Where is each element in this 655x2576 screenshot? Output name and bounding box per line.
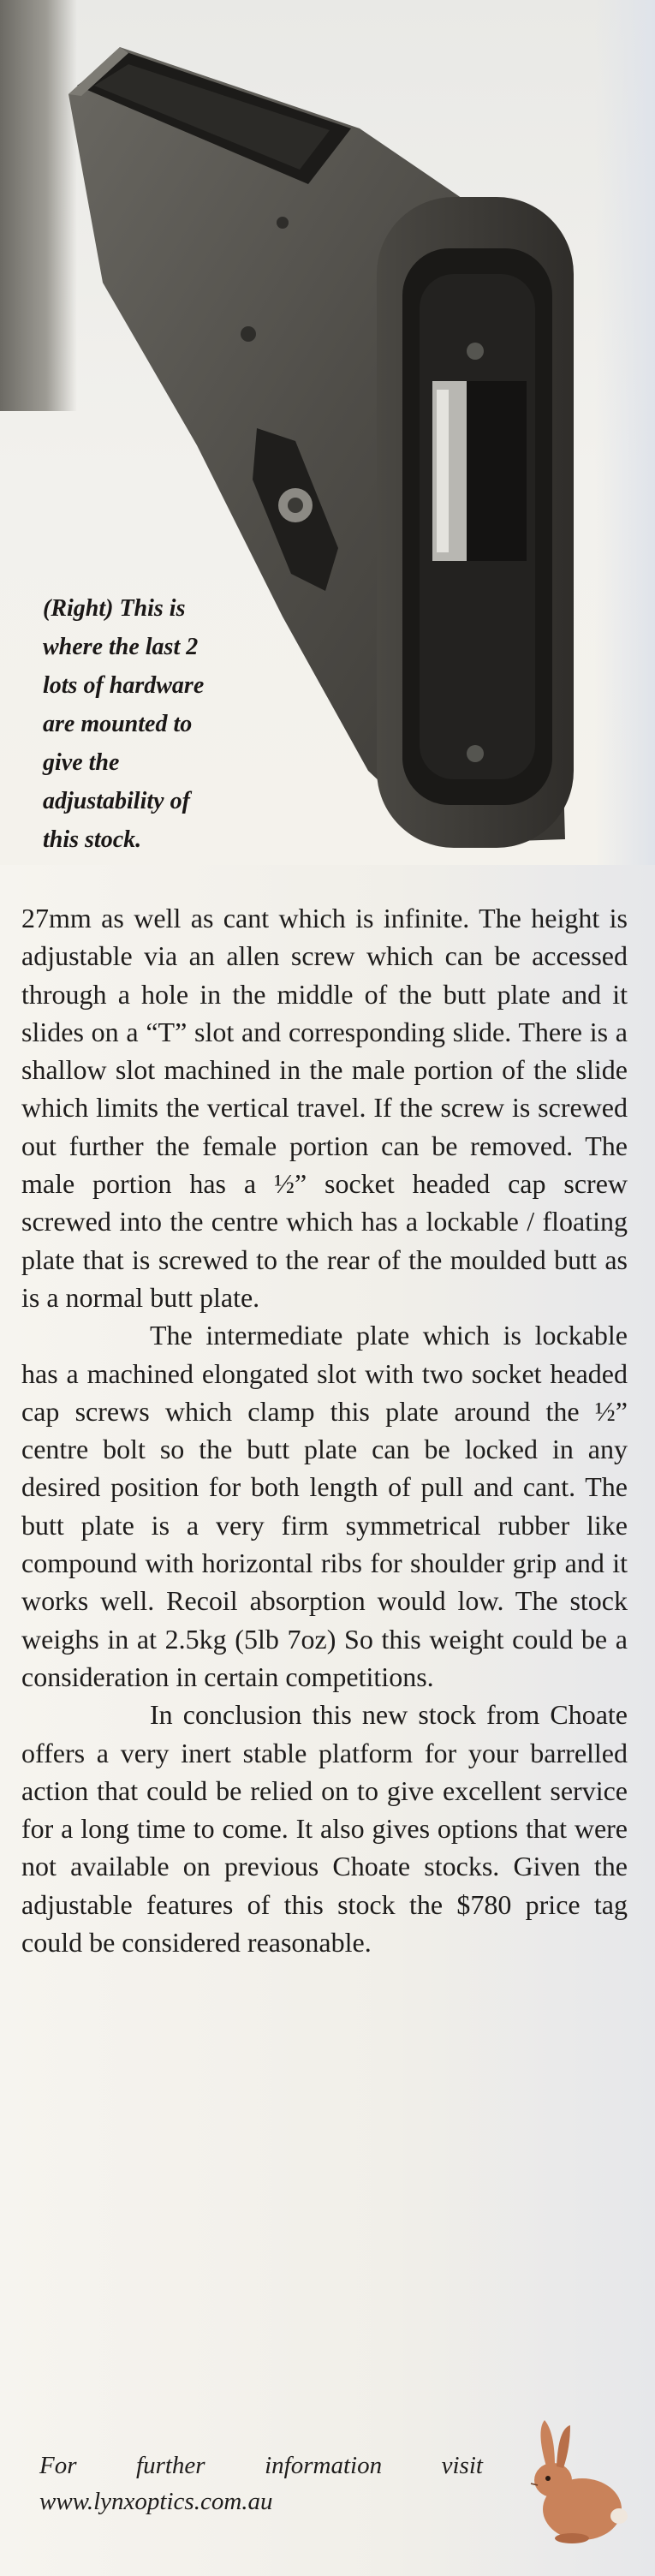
- caption-line: give the: [43, 749, 120, 776]
- footer-word: information: [265, 2452, 383, 2479]
- further-info: [39, 2448, 519, 2519]
- article-paragraph: 27mm as well as cant which is infinite. The height is adjustable via an allen screw which can be accessed through a hole in the middle of the butt plate and it slides on a “T” slot and corresponding slide. There is a shallow slot machined in the male portion of the slide which limits the vertical travel. If the screw is screwed out further the female portion can be removed. The male portion has a ½” socket headed cap screw screwed into the centre which has a lockable / floating plate that is screwed to the rear of the moulded butt as is a normal butt plate.: [21, 903, 628, 1313]
- rabbit-logo-icon: [521, 2413, 632, 2550]
- further-info-line: [39, 2448, 483, 2484]
- caption-line: adjustability of: [43, 788, 190, 814]
- footer-word: further: [136, 2452, 205, 2479]
- caption-line: this stock.: [43, 826, 142, 853]
- website-link[interactable]: www.lynxoptics.com.au: [39, 2488, 273, 2515]
- caption-line: where the last 2: [43, 634, 199, 660]
- stock-photo: [0, 0, 655, 865]
- footer-word: visit: [441, 2452, 483, 2479]
- article-body: [21, 899, 628, 1961]
- footer-word: For: [39, 2452, 77, 2479]
- caption-line: are mounted to: [43, 711, 193, 737]
- article-paragraph: In conclusion this new stock from Choate offers a very inert stable platform for your barrelled action that could be relied on to give excellent service for a long time to come. It also gives options that were not available on previous Choate stocks. Given the adjustable features of this stock the $780 price tag could be considered reasonable.: [21, 1699, 628, 1959]
- photo-caption: [43, 589, 257, 859]
- caption-line: (Right) This is: [43, 595, 186, 622]
- article-paragraph: The intermediate plate which is lockable has a machined elongated slot with two socket headed cap screws which clamp this plate around the ½” centre bolt so the butt plate can be locked in any desired position for both length of pull and cant. The butt plate is a very firm symmetrical rubber like compound with horizontal ribs for shoulder grip and it works well. Recoil absorption would low. The stock weighs in at 2.5kg (5lb 7oz) So this weight could be a consideration in certain competitions.: [21, 1320, 628, 1692]
- caption-line: lots of hardware: [43, 672, 205, 699]
